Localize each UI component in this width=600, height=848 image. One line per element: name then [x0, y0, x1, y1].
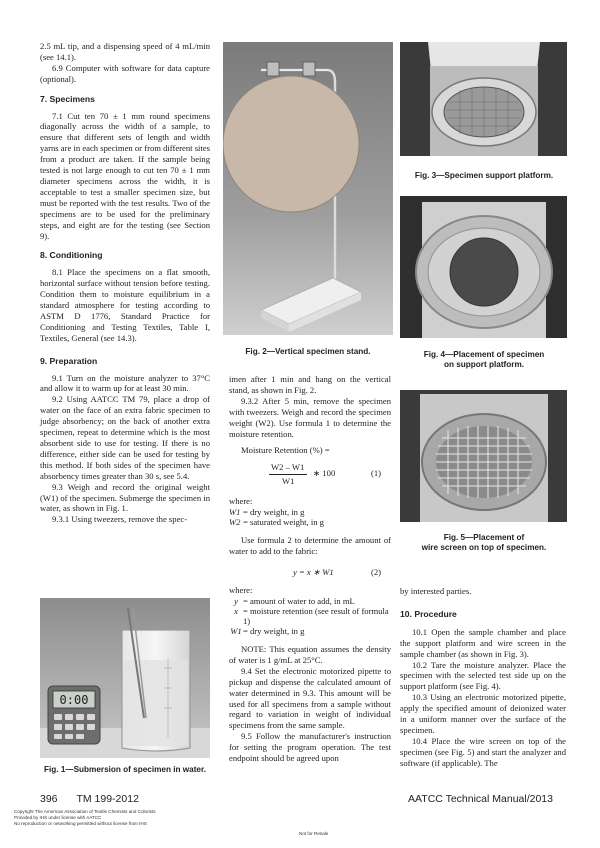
copyright-line-2: Provided by IHS under license with AATCC: [14, 815, 102, 820]
paragraph-tip: 2.5 mL tip, and a dispensing speed of 4 mL/min (see 14.1).: [40, 41, 210, 62]
where-table-1: [229, 507, 324, 527]
formula-2-expression: y = x ∗ W1: [293, 567, 334, 578]
figure-4-photo: [400, 196, 567, 338]
figure-1-caption: Fig. 1—Submersion of specimen in water.: [44, 765, 206, 774]
paragraph-9-3-2: 9.3.2 After 5 min, remove the specimen with tweezers. Weigh and record the specimen weight (W2). Use formula 1 to determine the moisture retention.: [229, 395, 391, 439]
symbol-x: x: [234, 605, 238, 616]
paragraph-10-4: 10.4 Place the wire screen on top of the specimen (see Fig. 5) and start the analyzer and software (if applicable). The: [400, 735, 566, 768]
paragraph-9-3: 9.3 Weigh and record the original weight (W1) of the specimen. Submerge the specimen in water, as shown in Fig. 1.: [40, 481, 210, 514]
figure-2-caption: Fig. 2—Vertical specimen stand.: [245, 347, 371, 356]
paragraph-parties: by interested parties.: [400, 586, 472, 596]
specimen-on-platform-image: [400, 196, 567, 338]
definition-w1: = dry weight, in g: [243, 507, 305, 518]
paragraph-10-3: 10.3 Using an electronic motorized pipette, apply the specified amount of deionized water in a uniform manner over the surface of the specimen.: [400, 692, 566, 735]
copyright-line-1: Copyright The American Association of Textile Chemists and Colorists: [14, 809, 156, 814]
paragraph-8-1: 8.1 Place the specimens on a flat smooth, horizontal surface without tension before testing. Condition them to moisture equilibrium in a standard atmosphere for testing according to ASTM D 1776, Standard Practice for Conditioning and Testing Textiles, Table I, Textiles, General (see 14.3).: [40, 267, 210, 343]
figure-4-caption: [398, 350, 570, 370]
formula-1-numerator: W2 – W1: [271, 462, 305, 473]
where-label-1: where:: [229, 496, 253, 507]
timer-display: 0:00: [59, 693, 89, 707]
definition-w1-b: = dry weight, in g: [243, 625, 305, 636]
heading-specimens: 7. Specimens: [40, 93, 95, 104]
paragraph-9-3-1-cont: imen after 1 min and hang on the vertical stand, as shown in Fig. 2.: [229, 374, 391, 395]
not-for-resale: Not for Resale: [299, 831, 329, 836]
heading-preparation: 9. Preparation: [40, 355, 98, 366]
figure-4-caption-line-2: on support platform.: [443, 360, 525, 369]
figure-4-caption-line-1: Fig. 4—Placement of specimen: [423, 350, 545, 359]
formula-1-number: (1): [371, 468, 382, 479]
paragraph-9-3-1: 9.3.1 Using tweezers, remove the spec-: [52, 514, 188, 525]
paragraph-7-1: 7.1 Cut ten 70 ± 1 mm round specimens diagonally across the width of a sample, to ensure that different sets of length and width yarns are in each specimen or from different sites from a product are taken. If the sample being tested is not large enough to cut ten 70 ± 1 mm diameter specimens across the width, it is acceptable to test a smaller specimen size, but must be reported with the test results. Two of the specimens are to be used for the preliminary steps, and eight are for the testing (see Section 9).: [40, 110, 210, 241]
copyright-line-3: No reproduction or networking permitted without license from IHS: [14, 821, 147, 826]
formula-1-denominator: W1: [282, 476, 295, 487]
definition-y: = amount of water to add, in mL: [243, 595, 355, 606]
method-number: TM 199-2012: [76, 793, 139, 805]
page-number: 396: [40, 793, 58, 805]
symbol-w2: W2: [229, 517, 241, 528]
heading-conditioning: 8. Conditioning: [40, 250, 103, 261]
formula-2: [229, 563, 391, 585]
figure-5-caption-line-1: Fig. 5—Placement of: [443, 533, 525, 542]
paragraph-10-1: 10.1 Open the sample chamber and place the support platform and wire screen in the sample chamber (as shown in Fig. 3).: [400, 626, 566, 659]
symbol-w1-b: W1: [230, 625, 242, 636]
manual-title: AATCC Technical Manual/2013: [408, 793, 553, 805]
copyright-notice: [14, 809, 156, 827]
formula-2-number: (2): [371, 567, 382, 578]
note: NOTE: This equation assumes the density of water is 1 g/mL at 25°C.: [229, 643, 391, 665]
formula-1: [229, 460, 391, 492]
column-3: [400, 586, 566, 769]
figure-5-caption: [398, 533, 570, 553]
paragraph-formula-2: Use formula 2 to determine the amount of water to add to the fabric:: [229, 535, 391, 557]
vertical-stand-image: [223, 42, 393, 335]
paragraph-10-2: 10.2 Tare the moisture analyzer. Place the specimen with the selected test side up on the support platform (see Fig. 4).: [400, 659, 566, 692]
support-platform-image: [400, 42, 567, 156]
figure-5-caption-line-2: wire screen on top of specimen.: [421, 543, 547, 552]
paragraph-6-9: 6.9 Computer with software for data capture (optional).: [40, 62, 210, 84]
figure-3-caption: Fig. 3—Specimen support platform.: [414, 171, 554, 180]
footer-left: [40, 793, 139, 805]
where-table-2: [229, 596, 391, 636]
figure-5-photo: [400, 390, 567, 522]
wire-screen-image: [400, 390, 567, 522]
figure-3-photo: [400, 42, 567, 156]
moisture-retention-label: Moisture Retention (%) =: [241, 445, 330, 456]
where-label-2: where:: [229, 585, 253, 596]
symbol-y: y: [234, 595, 238, 606]
figure-2-photo: [223, 42, 393, 335]
definition-w2: = saturated weight, in g: [243, 517, 324, 528]
column-2: [229, 374, 391, 764]
paragraph-9-5: 9.5 Follow the manufacturer's instruction for setting the program operation. The test endpoint should be agreed upon: [229, 731, 391, 764]
paragraph-9-1: 9.1 Turn on the moisture analyzer to 37°C and allow it to warm up for at least 30 min.: [40, 372, 210, 394]
beaker-timer-image: [40, 598, 210, 758]
paragraph-9-4: 9.4 Set the electronic motorized pipette to pickup and dispense the calculated amount of water determined in 9.3. This amount will be used for all specimens from a sample without regard to variation in weight of individual specimens from the same sample.: [229, 665, 391, 731]
column-1: [40, 41, 210, 525]
formula-1-multiplier: ∗ 100: [313, 468, 336, 479]
paragraph-9-2: 9.2 Using AATCC TM 79, place a drop of water on the face of an extra fabric specimen to judge absorbency; on the back of another extra specimen, repeat to determine which is the most absorbent side to use for testing. If there is no difference, either side can be used for testing by this method. If both sides of the specimen have absorbency times greater than 30 s, see 5.4.: [40, 394, 210, 481]
heading-procedure: 10. Procedure: [400, 608, 457, 619]
figure-1-photo: [40, 598, 210, 758]
symbol-w1: W1: [229, 507, 241, 518]
definition-x: = moisture retention (see result of formula 1): [243, 605, 389, 626]
